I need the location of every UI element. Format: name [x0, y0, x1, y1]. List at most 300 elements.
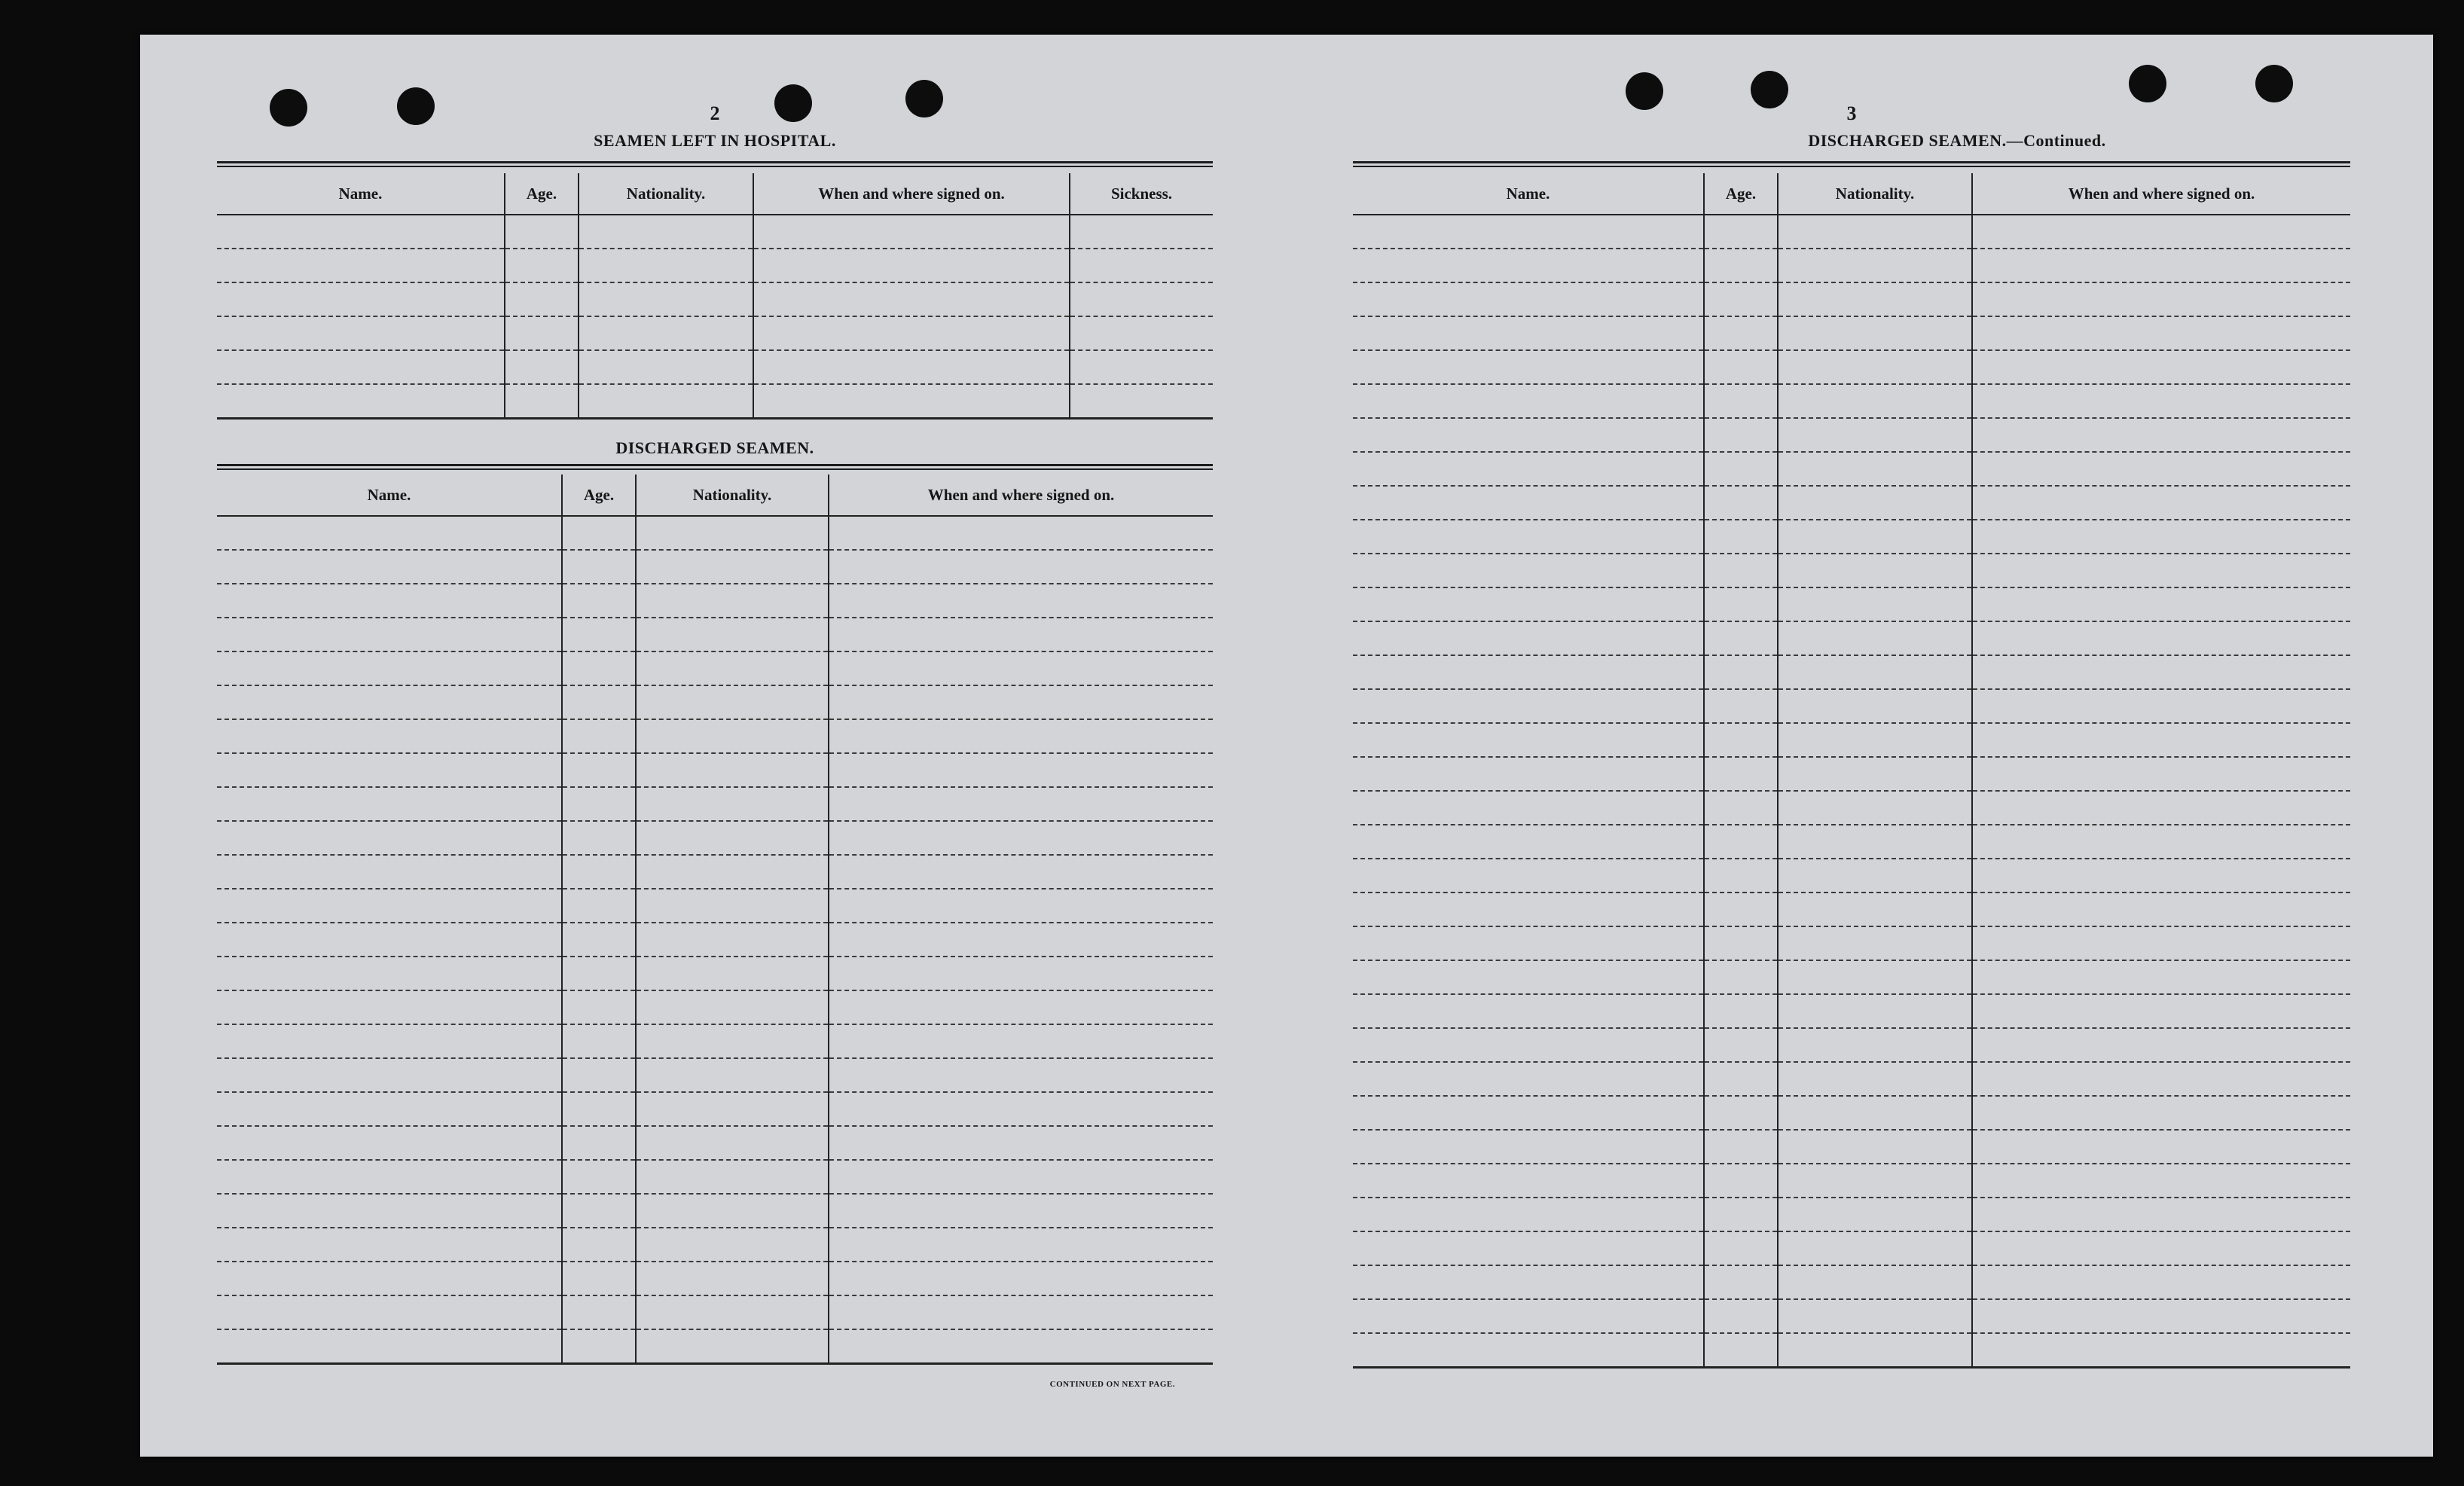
blank-entry-cell	[636, 1160, 829, 1194]
blank-entry-cell	[217, 787, 562, 821]
table-row	[1353, 1130, 2350, 1164]
table-row	[217, 215, 1213, 249]
continued-note: CONTINUED ON NEXT PAGE.	[1049, 1380, 1175, 1389]
blank-entry-cell	[1704, 825, 1778, 859]
table-header-row	[217, 474, 1213, 516]
blank-entry-cell	[636, 516, 829, 550]
blank-entry-cell	[1353, 215, 1704, 249]
blank-entry-cell	[505, 249, 579, 282]
blank-entry-cell	[1704, 1028, 1778, 1062]
blank-entry-cell	[217, 618, 562, 651]
table-row	[1353, 316, 2350, 350]
blank-entry-cell	[1972, 350, 2350, 384]
blank-entry-cell	[1972, 249, 2350, 282]
blank-entry-cell	[1353, 757, 1704, 791]
blank-entry-cell	[505, 316, 579, 350]
table-row	[1353, 689, 2350, 723]
blank-entry-cell	[636, 1024, 829, 1058]
blank-entry-cell	[1778, 960, 1972, 994]
blank-entry-cell	[562, 1194, 636, 1228]
blank-entry-cell	[217, 1092, 562, 1126]
table-row	[217, 787, 1213, 821]
table-row	[217, 1092, 1213, 1126]
blank-entry-cell	[1353, 520, 1704, 554]
blank-entry-cell	[1778, 1130, 1972, 1164]
blank-entry-cell	[1704, 757, 1778, 791]
table-row	[1353, 655, 2350, 689]
column-header: Name.	[1353, 173, 1704, 215]
blank-entry-cell	[1778, 1062, 1972, 1096]
table-row	[1353, 926, 2350, 960]
table-row	[1353, 1299, 2350, 1333]
blank-entry-cell	[1353, 1062, 1704, 1096]
blank-entry-cell	[636, 821, 829, 855]
blank-entry-cell	[636, 1092, 829, 1126]
blank-entry-cell	[636, 923, 829, 957]
table-row	[217, 282, 1213, 316]
blank-entry-cell	[217, 249, 505, 282]
blank-entry-cell	[1704, 282, 1778, 316]
blank-entry-cell	[636, 618, 829, 651]
blank-entry-cell	[829, 889, 1213, 923]
table-row	[1353, 1062, 2350, 1096]
blank-entry-cell	[217, 584, 562, 618]
page-number: 3	[1846, 102, 1857, 124]
blank-entry-cell	[217, 685, 562, 719]
blank-entry-cell	[1704, 994, 1778, 1028]
blank-entry-cell	[579, 350, 753, 384]
blank-entry-cell	[562, 990, 636, 1024]
blank-entry-cell	[1972, 825, 2350, 859]
blank-entry-cell	[829, 516, 1213, 550]
blank-entry-cell	[636, 753, 829, 787]
blank-entry-cell	[562, 516, 636, 550]
blank-entry-cell	[562, 651, 636, 685]
blank-entry-cell	[1353, 791, 1704, 825]
blank-entry-cell	[1778, 926, 1972, 960]
blank-entry-cell	[1353, 1130, 1704, 1164]
blank-entry-cell	[217, 1058, 562, 1092]
blank-entry-cell	[1353, 350, 1704, 384]
blank-entry-cell	[1778, 520, 1972, 554]
blank-entry-cell	[1972, 1130, 2350, 1164]
hospital-table	[217, 173, 1213, 420]
blank-entry-cell	[1778, 723, 1972, 757]
blank-entry-cell	[1704, 554, 1778, 587]
blank-entry-cell	[1070, 249, 1213, 282]
blank-entry-cell	[562, 584, 636, 618]
blank-entry-cell	[562, 550, 636, 584]
blank-entry-cell	[217, 855, 562, 889]
table-row	[1353, 621, 2350, 655]
table-row	[217, 719, 1213, 753]
blank-entry-cell	[1704, 723, 1778, 757]
blank-entry-cell	[217, 1262, 562, 1295]
blank-entry-cell	[1353, 1231, 1704, 1265]
blank-entry-cell	[1704, 655, 1778, 689]
blank-entry-cell	[217, 923, 562, 957]
blank-entry-cell	[1704, 1231, 1778, 1265]
blank-entry-cell	[1353, 926, 1704, 960]
blank-entry-cell	[1704, 215, 1778, 249]
blank-entry-cell	[1704, 587, 1778, 621]
blank-entry-cell	[217, 1228, 562, 1262]
blank-entry-cell	[1353, 655, 1704, 689]
blank-entry-cell	[1353, 1333, 1704, 1368]
blank-entry-cell	[217, 282, 505, 316]
column-header: When and where signed on.	[753, 173, 1070, 215]
column-header: Age.	[562, 474, 636, 516]
blank-entry-cell	[1704, 1265, 1778, 1299]
blank-entry-cell	[217, 821, 562, 855]
column-header: Nationality.	[1778, 173, 1972, 215]
blank-entry-cell	[217, 990, 562, 1024]
blank-entry-cell	[1353, 316, 1704, 350]
blank-entry-cell	[829, 1126, 1213, 1160]
table-row	[217, 384, 1213, 419]
table-row	[1353, 791, 2350, 825]
table-row	[1353, 825, 2350, 859]
blank-entry-cell	[1972, 1164, 2350, 1198]
blank-entry-cell	[636, 1126, 829, 1160]
column-header: When and where signed on.	[829, 474, 1213, 516]
blank-entry-cell	[1353, 1265, 1704, 1299]
blank-entry-cell	[1070, 350, 1213, 384]
blank-entry-cell	[217, 1126, 562, 1160]
blank-entry-cell	[1972, 587, 2350, 621]
blank-entry-cell	[636, 957, 829, 990]
blank-entry-cell	[562, 1160, 636, 1194]
table-row	[1353, 249, 2350, 282]
table-row	[217, 550, 1213, 584]
blank-entry-cell	[1972, 723, 2350, 757]
blank-entry-cell	[1972, 215, 2350, 249]
blank-entry-cell	[829, 1295, 1213, 1329]
blank-entry-cell	[829, 1262, 1213, 1295]
blank-entry-cell	[1353, 1164, 1704, 1198]
blank-entry-cell	[217, 1160, 562, 1194]
blank-entry-cell	[562, 923, 636, 957]
blank-entry-cell	[1070, 384, 1213, 419]
blank-entry-cell	[1353, 418, 1704, 452]
blank-entry-cell	[829, 1329, 1213, 1364]
blank-entry-cell	[1972, 994, 2350, 1028]
blank-entry-cell	[1972, 418, 2350, 452]
blank-entry-cell	[1704, 859, 1778, 893]
table-row	[1353, 723, 2350, 757]
blank-entry-cell	[1704, 520, 1778, 554]
blank-entry-cell	[1704, 384, 1778, 418]
blank-entry-cell	[1353, 554, 1704, 587]
table-row	[217, 753, 1213, 787]
scanned-ledger-sheet	[140, 35, 2433, 1457]
blank-entry-cell	[636, 685, 829, 719]
table-row	[1353, 1333, 2350, 1368]
table-row	[217, 584, 1213, 618]
blank-entry-cell	[1704, 1198, 1778, 1231]
blank-entry-cell	[1704, 316, 1778, 350]
blank-entry-cell	[753, 316, 1070, 350]
column-header: Name.	[217, 474, 562, 516]
blank-entry-cell	[636, 855, 829, 889]
table-row	[1353, 757, 2350, 791]
blank-entry-cell	[1704, 689, 1778, 723]
blank-entry-cell	[1778, 249, 1972, 282]
blank-entry-cell	[562, 1024, 636, 1058]
blank-entry-cell	[562, 753, 636, 787]
blank-entry-cell	[217, 550, 562, 584]
blank-entry-cell	[1972, 893, 2350, 926]
blank-entry-cell	[217, 957, 562, 990]
blank-entry-cell	[579, 282, 753, 316]
blank-entry-cell	[217, 719, 562, 753]
blank-entry-cell	[1778, 282, 1972, 316]
column-header: Age.	[505, 173, 579, 215]
blank-entry-cell	[1353, 859, 1704, 893]
blank-entry-cell	[636, 1194, 829, 1228]
blank-entry-cell	[562, 821, 636, 855]
blank-entry-cell	[1704, 1130, 1778, 1164]
table-row	[1353, 1164, 2350, 1198]
blank-entry-cell	[1778, 1333, 1972, 1368]
blank-entry-cell	[1778, 1164, 1972, 1198]
blank-entry-cell	[1778, 1299, 1972, 1333]
blank-entry-cell	[829, 1092, 1213, 1126]
blank-entry-cell	[1704, 1164, 1778, 1198]
blank-entry-cell	[1972, 282, 2350, 316]
table-row	[217, 651, 1213, 685]
table-row	[217, 889, 1213, 923]
blank-entry-cell	[562, 889, 636, 923]
blank-entry-cell	[1704, 249, 1778, 282]
table-row	[217, 821, 1213, 855]
blank-entry-cell	[1972, 520, 2350, 554]
blank-entry-cell	[636, 1329, 829, 1364]
blank-entry-cell	[1070, 215, 1213, 249]
table-row	[217, 923, 1213, 957]
blank-entry-cell	[1972, 655, 2350, 689]
blank-entry-cell	[1972, 859, 2350, 893]
blank-entry-cell	[636, 1228, 829, 1262]
blank-entry-cell	[1778, 316, 1972, 350]
table-row	[1353, 452, 2350, 486]
table-row	[217, 516, 1213, 550]
blank-entry-cell	[1972, 960, 2350, 994]
blank-entry-cell	[829, 1228, 1213, 1262]
blank-entry-cell	[562, 1092, 636, 1126]
blank-entry-cell	[829, 753, 1213, 787]
blank-entry-cell	[1972, 1096, 2350, 1130]
table-row	[217, 855, 1213, 889]
discharged-continued-table	[1353, 173, 2350, 1369]
blank-entry-cell	[562, 787, 636, 821]
blank-entry-cell	[1778, 1231, 1972, 1265]
blank-entry-cell	[1778, 757, 1972, 791]
table-row	[217, 249, 1213, 282]
blank-entry-cell	[753, 249, 1070, 282]
blank-entry-cell	[1704, 452, 1778, 486]
blank-entry-cell	[1704, 1062, 1778, 1096]
blank-entry-cell	[579, 384, 753, 419]
table-row	[1353, 282, 2350, 316]
blank-entry-cell	[753, 282, 1070, 316]
blank-entry-cell	[829, 719, 1213, 753]
blank-entry-cell	[562, 1126, 636, 1160]
blank-entry-cell	[1353, 282, 1704, 316]
blank-entry-cell	[1704, 1299, 1778, 1333]
section-title-discharged: DISCHARGED SEAMEN.	[615, 438, 814, 457]
table-row	[1353, 486, 2350, 520]
blank-entry-cell	[753, 384, 1070, 419]
blank-entry-cell	[829, 1058, 1213, 1092]
blank-entry-cell	[1972, 452, 2350, 486]
blank-entry-cell	[1972, 486, 2350, 520]
blank-entry-cell	[636, 651, 829, 685]
blank-entry-cell	[1778, 859, 1972, 893]
blank-entry-cell	[579, 249, 753, 282]
blank-entry-cell	[1778, 655, 1972, 689]
blank-entry-cell	[829, 855, 1213, 889]
blank-entry-cell	[1778, 689, 1972, 723]
table-row	[217, 685, 1213, 719]
blank-entry-cell	[1778, 994, 1972, 1028]
blank-entry-cell	[1353, 452, 1704, 486]
blank-entry-cell	[217, 889, 562, 923]
blank-entry-cell	[1972, 621, 2350, 655]
table-row	[217, 1194, 1213, 1228]
table-row	[217, 1024, 1213, 1058]
table-row	[1353, 554, 2350, 587]
right-page	[1353, 68, 2350, 1408]
blank-entry-cell	[1972, 1198, 2350, 1231]
blank-entry-cell	[829, 923, 1213, 957]
table-header-row	[1353, 173, 2350, 215]
table-row	[217, 1329, 1213, 1364]
blank-entry-cell	[1070, 316, 1213, 350]
blank-entry-cell	[636, 1262, 829, 1295]
blank-entry-cell	[1704, 418, 1778, 452]
column-header: Name.	[217, 173, 505, 215]
blank-entry-cell	[505, 215, 579, 249]
blank-entry-cell	[217, 384, 505, 419]
blank-entry-cell	[579, 215, 753, 249]
blank-entry-cell	[829, 821, 1213, 855]
table-row	[1353, 350, 2350, 384]
blank-entry-cell	[753, 215, 1070, 249]
blank-entry-cell	[1778, 452, 1972, 486]
blank-entry-cell	[1353, 587, 1704, 621]
blank-entry-cell	[562, 1262, 636, 1295]
blank-entry-cell	[562, 1058, 636, 1092]
blank-entry-cell	[505, 350, 579, 384]
column-header: Nationality.	[636, 474, 829, 516]
blank-entry-cell	[1353, 825, 1704, 859]
blank-entry-cell	[829, 990, 1213, 1024]
section-title-hospital: SEAMEN LEFT IN HOSPITAL.	[594, 131, 836, 150]
table-row	[217, 1160, 1213, 1194]
blank-entry-cell	[636, 889, 829, 923]
blank-entry-cell	[562, 685, 636, 719]
table-row	[217, 316, 1213, 350]
blank-entry-cell	[217, 753, 562, 787]
blank-entry-cell	[1704, 893, 1778, 926]
blank-entry-cell	[1353, 994, 1704, 1028]
blank-entry-cell	[636, 1295, 829, 1329]
blank-entry-cell	[636, 1058, 829, 1092]
blank-entry-cell	[1353, 1198, 1704, 1231]
blank-entry-cell	[1778, 1265, 1972, 1299]
blank-entry-cell	[505, 282, 579, 316]
blank-entry-cell	[1704, 791, 1778, 825]
blank-entry-cell	[1778, 1198, 1972, 1231]
page-number: 2	[710, 102, 720, 124]
column-header: When and where signed on.	[1972, 173, 2350, 215]
table-row	[1353, 960, 2350, 994]
table-row	[1353, 587, 2350, 621]
blank-entry-cell	[1353, 621, 1704, 655]
table-row	[217, 1126, 1213, 1160]
blank-entry-cell	[829, 685, 1213, 719]
table-row	[1353, 859, 2350, 893]
blank-entry-cell	[636, 787, 829, 821]
blank-entry-cell	[1972, 1028, 2350, 1062]
blank-entry-cell	[1778, 587, 1972, 621]
blank-entry-cell	[829, 1160, 1213, 1194]
blank-entry-cell	[1778, 418, 1972, 452]
blank-entry-cell	[1778, 486, 1972, 520]
blank-entry-cell	[505, 384, 579, 419]
blank-entry-cell	[562, 618, 636, 651]
blank-entry-cell	[1972, 1265, 2350, 1299]
blank-entry-cell	[1972, 1299, 2350, 1333]
blank-entry-cell	[1353, 1096, 1704, 1130]
table-row	[1353, 520, 2350, 554]
blank-entry-cell	[1972, 926, 2350, 960]
blank-entry-cell	[1778, 384, 1972, 418]
double-rule	[217, 161, 1213, 167]
blank-entry-cell	[829, 584, 1213, 618]
blank-entry-cell	[1972, 384, 2350, 418]
blank-entry-cell	[1972, 554, 2350, 587]
table-row	[1353, 1198, 2350, 1231]
blank-entry-cell	[1353, 384, 1704, 418]
blank-entry-cell	[579, 316, 753, 350]
blank-entry-cell	[1353, 1299, 1704, 1333]
blank-entry-cell	[217, 651, 562, 685]
blank-entry-cell	[636, 584, 829, 618]
blank-entry-cell	[829, 957, 1213, 990]
blank-entry-cell	[217, 1024, 562, 1058]
table-row	[1353, 893, 2350, 926]
blank-entry-cell	[217, 316, 505, 350]
column-header: Age.	[1704, 173, 1778, 215]
table-row	[217, 957, 1213, 990]
blank-entry-cell	[1972, 757, 2350, 791]
table-header-row	[217, 173, 1213, 215]
blank-entry-cell	[1353, 893, 1704, 926]
blank-entry-cell	[217, 215, 505, 249]
blank-entry-cell	[636, 990, 829, 1024]
blank-entry-cell	[1778, 350, 1972, 384]
blank-entry-cell	[1778, 893, 1972, 926]
section-title-discharged-continued: DISCHARGED SEAMEN.—Continued.	[1808, 131, 2106, 150]
blank-entry-cell	[1704, 926, 1778, 960]
blank-entry-cell	[1704, 1096, 1778, 1130]
blank-entry-cell	[562, 957, 636, 990]
table-row	[1353, 1265, 2350, 1299]
table-row	[1353, 994, 2350, 1028]
blank-entry-cell	[1353, 1028, 1704, 1062]
